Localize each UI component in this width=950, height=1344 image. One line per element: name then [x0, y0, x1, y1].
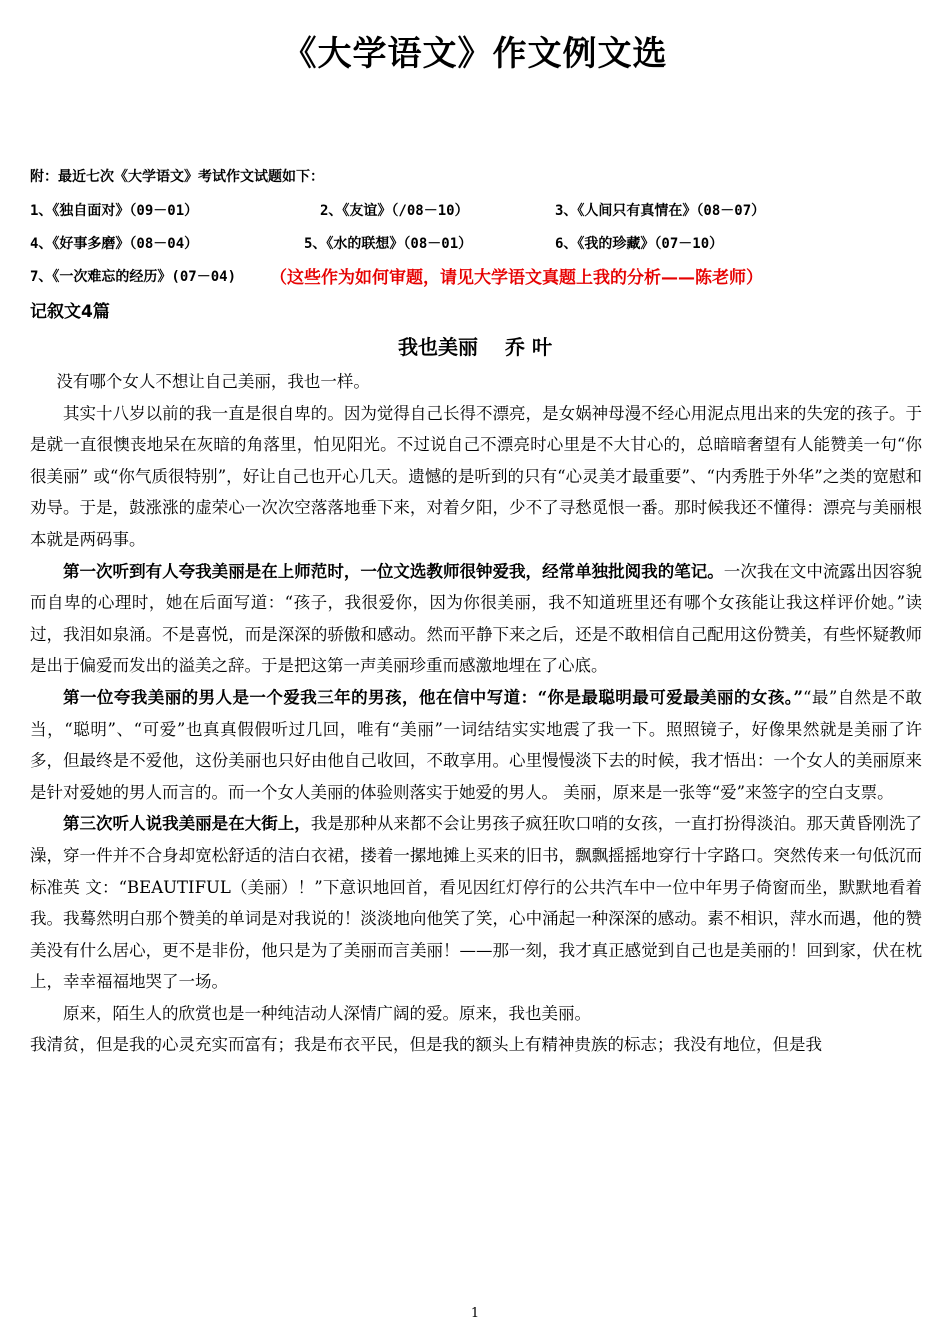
- essay-paragraph: 第一位夸我美丽的男人是一个爱我三年的男孩，他在信中写道：“你是最聪明最可爱最美丽的女孩。”“最”自然是不敢当，“聪明”、“可爱”也真真假假听过几回，唯有“美丽”一词结结实实地震了我一下。照照镜子，好像果然就是美丽了许多，但最终是不爱他，这份美丽也只好由他自己收回，不敢享用。心里慢慢淡下去的时候，我才悟出：一个女人的美丽原来是针对爱她的男人而言的。而一个女人美丽的体验则落实于她爱的男人。 美丽，原来是一张等“爱”来签字的空白支票。: [30, 687, 922, 802]
- essay-paragraph: 原来，陌生人的欣赏也是一种纯洁动人深情广阔的爱。原来，我也美丽。: [63, 1003, 591, 1023]
- essay-paragraph: 第三次听人说我美丽是在大街上，我是那种从来都不会让男孩子疯狂吹口哨的女孩，一直打扮得淡泊。那天黄昏刚洗了澡，穿一件并不合身却宽松舒适的洁白衣裙，搂着一摞地摊上买来的旧书，飘飘摇摇地穿行十字路口。突然传来一句低沉而标准英 文：“BEAUTIFUL（美丽）！”下意识地回首，看见因红灯停行的公共汽车中一位中年男子倚窗而坐，默默地看着我。我蓦然明白那个赞美的单词是对我说的！淡淡地向他笑了笑，心中涌起一种深深的感动。素不相识，萍水而遇，他的赞美没有什么居心，更不是非份，他只是为了美丽而言美丽！——那一刻，我才真正感觉到自己也是美丽的！回到家，伏在枕上，幸幸福福地哭了一场。: [30, 814, 923, 992]
- exam-item: 1、《独自面对》（09－01）: [30, 203, 199, 219]
- essay-body: [30, 366, 922, 1061]
- exam-item: 4、《好事多磨》（08－04）: [30, 236, 199, 252]
- exam-item: 2、《友谊》（/08－10）: [320, 203, 469, 219]
- exam-item: 7、《一次难忘的经历》(07－04): [30, 269, 237, 285]
- section-label: 记叙文4篇: [30, 302, 110, 322]
- exam-item: 6、《我的珍藏》（07－10）: [555, 236, 724, 252]
- essay-author: 乔 叶: [505, 335, 552, 359]
- essay-paragraph: 我清贫，但是我的心灵充实而富有；我是布衣平民，但是我的额头上有精神贵族的标志；我没有地位，但是我: [30, 1035, 822, 1055]
- essay-paragraph: 其实十八岁以前的我一直是很自卑的。因为觉得自己长得不漂亮，是女娲神母漫不经心用泥点甩出来的失宠的孩子。于是就一直很懊丧地呆在灰暗的角落里，怕见阳光。不过说自己不漂亮时心里是不大甘心的，总暗暗奢望有人能赞美一句“你很美丽” 或“你气质很特别”，好让自己也开心几天。遗憾的是听到的只有“心灵美才最重要”、“内秀胜于外华”之类的宽慰和劝导。于是，鼓涨涨的虚荣心一次次空落落地垂下来，对着夕阳，少不了寻愁觅恨一番。那时候我还不懂得：漂亮与美丽根本就是两码事。: [30, 403, 922, 549]
- essay-paragraph: 第一次听到有人夸我美丽是在上师范时，一位文选教师很钟爱我，经常单独批阅我的笔记。一次我在文中流露出因容貌而自卑的心理时，她在后面写道：“孩子，我很爱你，因为你很美丽，我不知道班里还有哪个女孩能让我这样评价她。”读过，我泪如泉涌。不是喜悦，而是深深的骄傲和感动。然而平静下来之后，还是不敢相信自己配用这份赞美，有些怀疑教师是出于偏爱而发出的溢美之辞。于是把这第一声美丽珍重而感激地埋在了心底。: [30, 561, 923, 676]
- exam-item: 3、《人间只有真情在》（08－07）: [555, 203, 766, 219]
- essay-heading: [0, 331, 950, 360]
- essay-title: 我也美丽: [398, 335, 479, 359]
- teacher-note: （这些作为如何审题，请见大学语文真题上我的分析——陈老师）: [270, 268, 763, 288]
- exam-item: 5、《水的联想》（08－01）: [304, 236, 473, 252]
- page-number: 1: [470, 1306, 480, 1321]
- exam-notice: 附：最近七次《大学语文》考试作文试题如下：: [30, 169, 324, 185]
- document-title: 《大学语文》作文例文选: [282, 34, 668, 74]
- essay-paragraph: 没有哪个女人不想让自己美丽，我也一样。: [56, 372, 370, 391]
